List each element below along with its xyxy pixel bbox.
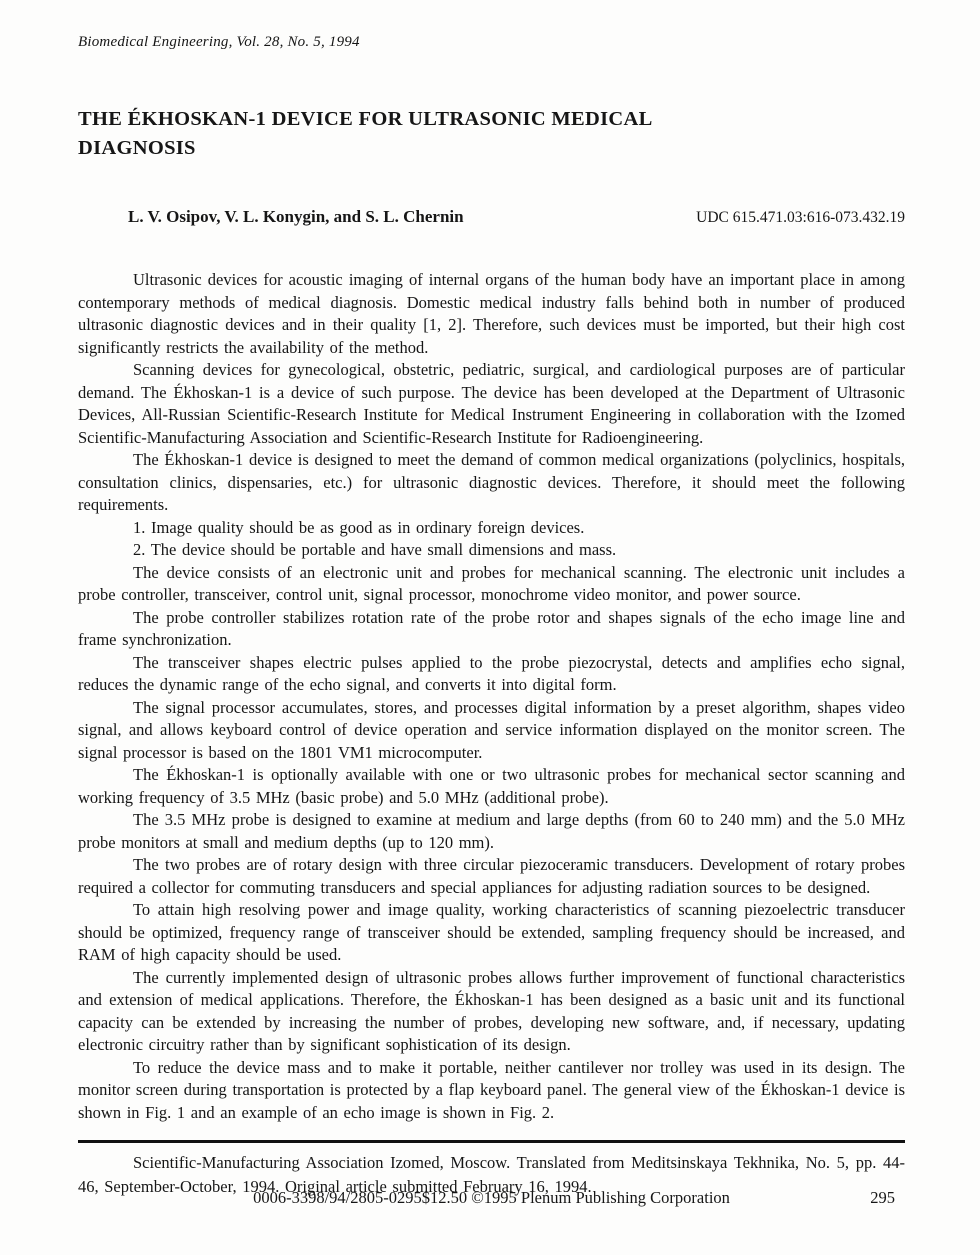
paragraph: The 3.5 MHz probe is designed to examine at medium and large depths (from 60 to 240 mm) and the 5.0 MHz probe monitors at small and medium depths (up to 120 mm). <box>78 810 905 852</box>
article-title <box>78 105 905 163</box>
article-body <box>78 269 905 1124</box>
paragraph: Ultrasonic devices for acoustic imaging of internal organs of the human body have an important place in among contemporary methods of medical diagnosis. Domestic medical industry falls behind both in number of produced ultrasonic diagnostic devices and in their quality [1, 2]. Therefore, such devices must be imported, but their high cost significantly restricts the availability of the method. <box>78 270 905 357</box>
footnote-text: Scientific-Manufacturing Association Izomed, Moscow. Translated from Meditsinskaya Tekhnika, No. 5, pp. 44-46, September-October, 1994. Original article submitted February 16, 1994. <box>78 1153 905 1196</box>
paragraph: The Ékhoskan-1 device is designed to meet the demand of common medical organizations (polyclinics, hospitals, consultation clinics, dispensaries, etc.) for ultrasonic diagnostic devices. Therefore, it should meet the following requirements. <box>78 450 905 514</box>
byline <box>78 207 905 227</box>
journal-header: Biomedical Engineering, Vol. 28, No. 5, 1994 <box>78 34 360 50</box>
paragraph: The currently implemented design of ultrasonic probes allows further improvement of functional characteristics and extension of medical applications. Therefore, the Ékhoskan-1 has been designed as a basic unit and its functional capacity can be extended by increasing the number of probes, developing new software, and, if necessary, updating electronic circuitry rather than by significant sophistication of its design. <box>78 967 905 1054</box>
paragraph: The probe controller stabilizes rotation rate of the probe rotor and shapes signals of the echo image line and frame synchronization. <box>78 607 905 649</box>
paragraph: The signal processor accumulates, stores, and processes digital information by a preset algorithm, shapes video signal, and allows keyboard control of device operation and service information displayed on the monitor screen. The signal processor is based on the 1801 VM1 microcomputer. <box>78 697 905 762</box>
paragraph: 1. Image quality should be as good as in ordinary foreign devices. <box>133 517 585 537</box>
article-title-line2: DIAGNOSIS <box>78 137 196 159</box>
footnote-rule <box>78 1140 905 1143</box>
page-footer <box>78 1188 905 1208</box>
paragraph: The two probes are of rotary design with three circular piezoceramic transducers. Development of rotary probes required a collector for commuting transducers and special appliances for adjusting radiation sources to be designed. <box>78 855 905 897</box>
udc-number: UDC 615.471.03:616-073.432.19 <box>696 209 905 226</box>
paragraph: The Ékhoskan-1 is optionally available with one or two ultrasonic probes for mechanical sector scanning and working frequency of 3.5 MHz (basic probe) and 5.0 MHz (additional probe). <box>78 765 905 807</box>
issn-copyright-line: 0006-3398/94/2805-0295$12.50 ©1995 Plenum Publishing Corporation <box>253 1188 730 1207</box>
paragraph: 2. The device should be portable and have small dimensions and mass. <box>133 540 617 559</box>
page-number: 295 <box>870 1188 895 1207</box>
article-title-line1: THE ÉKHOSKAN-1 DEVICE FOR ULTRASONIC MEDICAL <box>78 108 653 130</box>
authors: L. V. Osipov, V. L. Konygin, and S. L. Chernin <box>128 207 464 226</box>
paragraph: To reduce the device mass and to make it portable, neither cantilever nor trolley was used in its design. The monitor screen during transportation is protected by a flap keyboard panel. The general view of the Ékhoskan-1 device is shown in Fig. 1 and an example of an echo image is shown in Fig. 2. <box>78 1057 905 1122</box>
paragraph: To attain high resolving power and image quality, working characteristics of scanning piezoelectric transducer should be optimized, frequency range of transceiver should be extended, sampling frequency should be increased, and RAM of high capacity should be used. <box>78 900 905 964</box>
paragraph: The transceiver shapes electric pulses applied to the probe piezocrystal, detects and amplifies echo signal, reduces the dynamic range of the echo signal, and converts it into digital form. <box>78 652 905 694</box>
paragraph: Scanning devices for gynecological, obstetric, pediatric, surgical, and cardiological purposes are of particular demand. The Ékhoskan-1 is a device of such purpose. The device has been developed at the Department of Ultrasonic Devices, All-Russian Scientific-Research Institute for Medical Instrument Engineering in collaboration with the Izomed Scientific-Manufacturing Association and Scientific-Research Institute for Radioengineering. <box>78 360 905 447</box>
paragraph: The device consists of an electronic unit and probes for mechanical scanning. The electronic unit includes a probe controller, transceiver, control unit, signal processor, monochrome video monitor, and power source. <box>78 562 905 604</box>
